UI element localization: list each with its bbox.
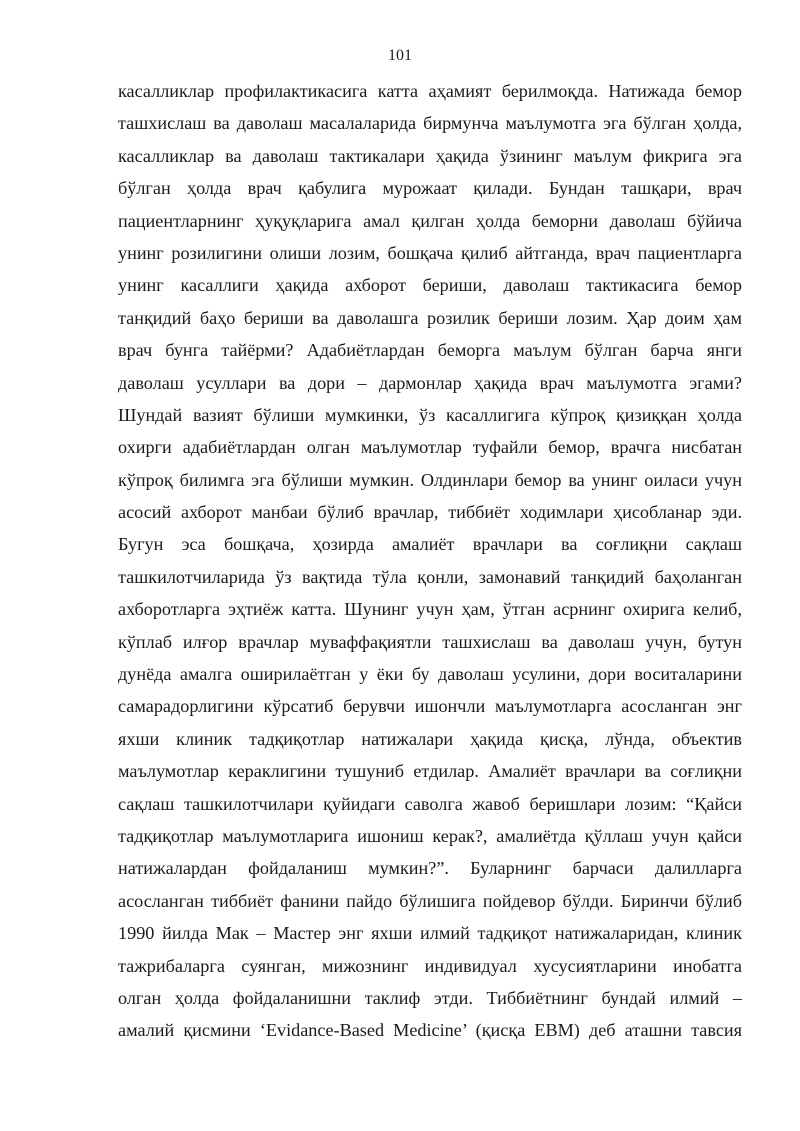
text-line: асосланган тиббиёт фанини пайдо бўлишига пойдевор бўлди. Биринчи бўлиб [118, 890, 742, 911]
text-line: дунёда амалга оширилаётган у ёки бу даволаш усулини, дори воситаларини [118, 664, 742, 685]
text-line: ташхислаш ва даволаш масалаларида бирмунча маълумотга эга бўлган ҳолда, [118, 113, 742, 134]
text-line: самарадорлигини кўрсатиб берувчи ишончли маълумотларга асосланган энг [118, 696, 742, 717]
text-line: ташкилотчиларида ўз вақтида тўла қонли, замонавий танқидий баҳоланган [118, 566, 742, 587]
text-line: врач бунга тайёрми? Адабиётлардан беморга маълум бўлган барча янги [118, 340, 742, 361]
text-line: даволаш усуллари ва дори – дармонлар ҳақида врач маълумотга эгами? [118, 372, 742, 393]
text-line: тажрибаларга суянган, мижознинг индивидуал хусусиятларини инобатга [118, 955, 742, 976]
text-line: танқидий баҳо бериши ва даволашга розилик бериши лозим. Ҳар доим ҳам [118, 307, 742, 328]
text-line: амалий қисмини ‘Evidance-Based Medicine’ (қисқа EBM) деб аташни тавсия [118, 1020, 742, 1041]
text-line: касалликлар ва даволаш тактикалари ҳақида ўзининг маълум фикрига эга [118, 145, 742, 166]
text-line: тадқиқотлар маълумотларига ишониш керак?, амалиётда қўллаш учун қайси [118, 825, 742, 846]
text-line: яхши клиник тадқиқотлар натижалари ҳақида қисқа, лўнда, объектив [118, 728, 742, 749]
text-line: Бугун эса бошқача, ҳозирда амалиёт врачлари ва соғлиқни сақлаш [118, 534, 742, 555]
text-line: бўлган ҳолда врач қабулига мурожаат қилади. Бундан ташқари, врач [118, 178, 742, 199]
text-line: натижалардан фойдаланиш мумкин?”. Буларнинг барчаси далилларга [118, 858, 742, 879]
text-line: охирги адабиётлардан олган маълумотлар туфайли бемор, врачга нисбатан [118, 437, 742, 458]
text-line: 1990 йилда Мак – Мастер энг яхши илмий тадқиқот натижаларидан, клиник [118, 923, 742, 944]
page-number: 101 [388, 47, 412, 64]
text-line: Шундай вазият бўлиши мумкинки, ўз касаллигига кўпроқ қизиққан ҳолда [118, 404, 742, 425]
text-line: кўплаб илғор врачлар муваффақиятли ташхислаш ва даволаш учун, бутун [118, 631, 742, 652]
text-line: маълумотлар кераклигини тушуниб етдилар. Амалиёт врачлари ва соғлиқни [118, 761, 742, 782]
text-line: сақлаш ташкилотчилари қуйидаги саволга жавоб беришлари лозим: “Қайси [118, 793, 742, 814]
text-line: асосий ахборот манбаи бўлиб врачлар, тиббиёт ходимлари ҳисобланар эди. [118, 502, 742, 523]
text-line: кўпроқ билимга эга бўлиши мумкин. Олдинлари бемор ва унинг оиласи учун [118, 469, 742, 490]
body-text [118, 75, 742, 1047]
text-line: унинг касаллиги ҳақида ахборот бериши, даволаш тактикасига бемор [118, 275, 742, 296]
text-line: ахборотларга эҳтиёж катта. Шунинг учун ҳам, ўтган асрнинг охирига келиб, [118, 599, 742, 620]
text-line: касалликлар профилактикасига катта аҳамият берилмоқда. Натижада бемор [118, 81, 742, 101]
text-line: унинг розилигини олиши лозим, бошқача қилиб айтганда, врач пациентларга [118, 242, 742, 263]
text-line: олган ҳолда фойдаланишни таклиф этди. Тиббиётнинг бундай илмий – [118, 987, 742, 1008]
text-line: пациентларнинг ҳуқуқларига амал қилган ҳолда беморни даволаш бўйича [118, 210, 742, 231]
